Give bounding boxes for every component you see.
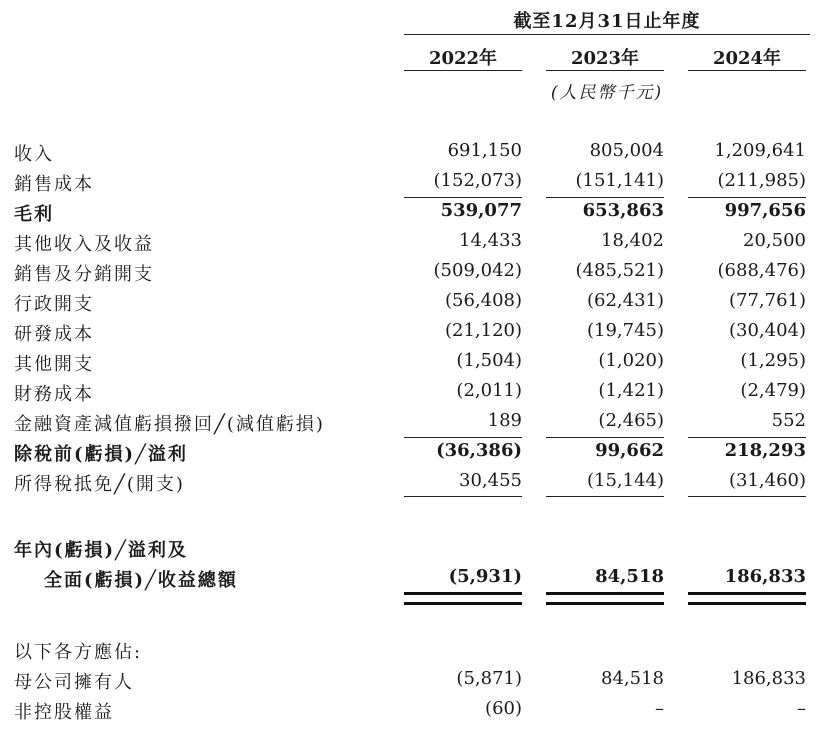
subtotal-rule (404, 437, 522, 438)
value-2022: 539,077 (440, 200, 522, 221)
row-label: 銷售成本 (14, 174, 94, 195)
subtotal-rule (546, 197, 664, 198)
row-label: 研發成本 (14, 324, 94, 345)
year-2022-header: 2022年 (428, 48, 498, 69)
value-2022: 14,433 (459, 230, 522, 251)
value-2022: 691,150 (447, 140, 522, 161)
row-total-line1 (0, 536, 830, 562)
value-2022: 189 (487, 410, 522, 431)
period-header: 截至12月31日止年度 (513, 11, 701, 32)
value-2024: 20,500 (743, 230, 806, 251)
row-selling-distribution (0, 260, 830, 286)
attributable-heading: 以下各方應佔: (14, 642, 143, 663)
value-2022: (5,871) (456, 668, 522, 689)
value-2023: (2,465) (598, 410, 664, 431)
row-non-controlling (0, 698, 830, 724)
value-2023: (1,020) (598, 350, 664, 371)
value-2024: (77,761) (728, 290, 806, 311)
value-2023: (485,521) (575, 260, 664, 281)
value-2024: (2,479) (740, 380, 806, 401)
subtotal-rule (404, 496, 522, 497)
value-2024: 186,833 (731, 668, 806, 689)
row-impairment (0, 410, 830, 436)
value-2022: 30,455 (459, 470, 522, 491)
period-header-rule (404, 34, 810, 35)
total-double-rule (404, 592, 522, 605)
value-2022: (60) (485, 698, 522, 719)
value-2022: (21,120) (444, 320, 522, 341)
subtotal-rule (546, 437, 664, 438)
value-2024: 552 (771, 410, 806, 431)
value-2022: (1,504) (456, 350, 522, 371)
value-2024: (31,460) (728, 470, 806, 491)
value-2024: 186,833 (724, 566, 806, 587)
value-2023: (151,141) (575, 170, 664, 191)
value-2022: (152,073) (433, 170, 522, 191)
row-finance-costs (0, 380, 830, 406)
value-2023: (62,431) (586, 290, 664, 311)
subtotal-rule (688, 496, 806, 497)
row-label: 除稅前(虧損)╱溢利 (14, 444, 188, 465)
row-label: 非控股權益 (14, 702, 114, 723)
row-label: 所得稅抵免╱(開支) (14, 474, 185, 495)
value-2023: 805,004 (589, 140, 664, 161)
value-2024: 997,656 (724, 200, 806, 221)
value-2023: 99,662 (595, 440, 664, 461)
value-2024: (211,985) (717, 170, 806, 191)
value-2024: 218,293 (724, 440, 806, 461)
value-2023: 18,402 (601, 230, 664, 251)
value-2024: (1,295) (740, 350, 806, 371)
row-administrative (0, 290, 830, 316)
value-2023: (19,745) (586, 320, 664, 341)
value-2023: (1,421) (598, 380, 664, 401)
subtotal-rule (688, 197, 806, 198)
year-2023-header: 2023年 (570, 48, 640, 69)
row-label: 其他開支 (14, 354, 94, 375)
value-2022: (2,011) (456, 380, 522, 401)
row-income-tax (0, 470, 830, 496)
total-double-rule (688, 592, 806, 605)
value-2024: (688,476) (717, 260, 806, 281)
row-label: 其他收入及收益 (14, 234, 154, 255)
subtotal-rule (688, 437, 806, 438)
attributable-heading-row (0, 638, 830, 664)
value-2023: – (655, 698, 664, 719)
year-2022-rule (404, 70, 522, 71)
value-2024: (30,404) (728, 320, 806, 341)
row-revenue (0, 140, 830, 166)
value-2023: 84,518 (595, 566, 664, 587)
row-label: 金融資產減值虧損撥回╱(減值虧損) (14, 414, 325, 435)
currency-unit: (人民幣千元) (550, 83, 664, 103)
row-label: 收入 (14, 144, 54, 165)
value-2024: – (797, 698, 806, 719)
row-owners-of-parent (0, 668, 830, 694)
row-cost-of-sales (0, 170, 830, 196)
subtotal-rule (546, 496, 664, 497)
value-2023: (15,144) (586, 470, 664, 491)
row-label: 毛利 (14, 204, 54, 225)
total-label-line1: 年內(虧損)╱溢利及 (14, 540, 188, 561)
value-2023: 653,863 (582, 200, 664, 221)
subtotal-rule (404, 197, 522, 198)
value-2022: (509,042) (433, 260, 522, 281)
row-label: 母公司擁有人 (14, 672, 134, 693)
row-gross-profit (0, 200, 830, 226)
row-other-expenses (0, 350, 830, 376)
row-total-comprehensive (0, 566, 830, 592)
year-2023-rule (546, 70, 664, 71)
row-other-income (0, 230, 830, 256)
total-label-line2: 全面(虧損)╱收益總額 (44, 570, 238, 591)
row-label: 行政開支 (14, 294, 94, 315)
value-2024: 1,209,641 (714, 140, 806, 161)
value-2022: (36,386) (436, 440, 522, 461)
value-2023: 84,518 (601, 668, 664, 689)
value-2022: (56,408) (444, 290, 522, 311)
row-label: 財務成本 (14, 384, 94, 405)
row-rnd (0, 320, 830, 346)
value-2022: (5,931) (448, 566, 522, 587)
year-2024-rule (688, 70, 806, 71)
row-label: 銷售及分銷開支 (14, 264, 154, 285)
row-profit-before-tax (0, 440, 830, 466)
total-double-rule (546, 592, 664, 605)
year-2024-header: 2024年 (712, 48, 782, 69)
